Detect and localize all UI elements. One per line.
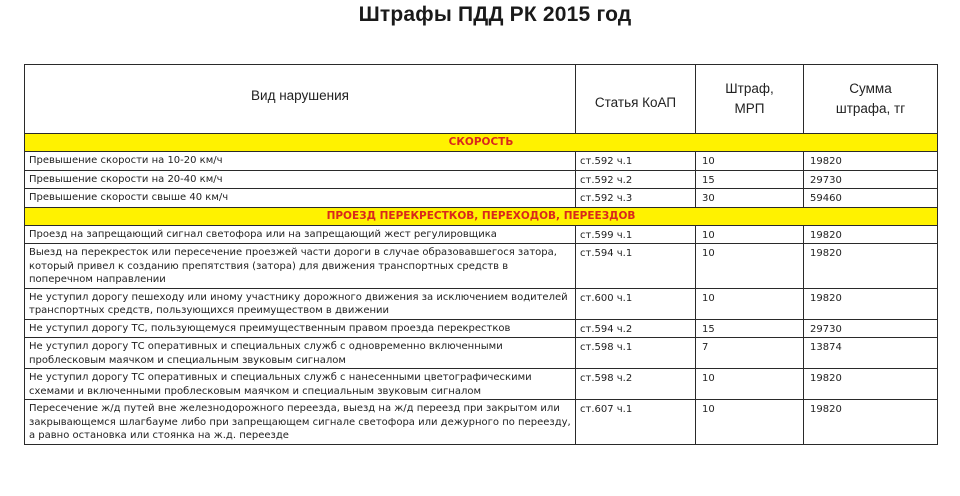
mrp-cell: 10 [696,288,804,319]
sum-cell: 59460 [804,189,938,208]
sum-cell: 19820 [804,152,938,171]
header-mrp-line1: Штраф, [725,81,774,96]
header-row [25,65,938,134]
article-cell: ст.607 ч.1 [576,400,696,445]
article-cell: ст.594 ч.1 [576,244,696,289]
mrp-cell: 10 [696,152,804,171]
mrp-cell: 10 [696,400,804,445]
section-title: СКОРОСТЬ [25,134,938,152]
table-row [25,338,938,369]
table-row [25,189,938,208]
sum-cell: 19820 [804,225,938,244]
table-row [25,369,938,400]
section-row-speed [25,134,938,152]
table-row [25,225,938,244]
header-sum-line1: Сумма [849,81,892,96]
violation-cell: Не уступил дорогу ТС, пользующемуся преимущественным правом проезда перекрестков [25,319,576,338]
table-header [25,65,938,134]
table-row [25,288,938,319]
fines-table [24,64,938,445]
mrp-cell: 10 [696,244,804,289]
header-sum [804,65,938,134]
header-article [576,65,696,134]
mrp-cell: 10 [696,369,804,400]
page-title: Штрафы ПДД РК 2015 год [358,3,632,26]
sum-cell: 13874 [804,338,938,369]
article-cell: ст.592 ч.2 [576,170,696,189]
sum-cell: 29730 [804,170,938,189]
table-row [25,244,938,289]
mrp-cell: 30 [696,189,804,208]
header-mrp [696,65,804,134]
header-mrp-line2: МРП [734,101,765,116]
violation-cell: Не уступил дорогу ТС оперативных и специальных служб с нанесенными цветографическими схемами и включенными проблесковым маячком и специальным звуковым сигналом [25,369,576,400]
violation-cell: Пересечение ж/д путей вне железнодорожного переезда, выезд на ж/д переезд при закрытом или закрывающемся шлагбауме либо при запрещающем сигнале светофора или дежурного по переезду, а равно остановка или стоянка на ж.д. переезде [25,400,576,445]
sum-cell: 19820 [804,400,938,445]
table-body [25,134,938,445]
mrp-cell: 15 [696,319,804,338]
sum-cell: 29730 [804,319,938,338]
mrp-cell: 7 [696,338,804,369]
violation-cell: Превышение скорости на 10-20 км/ч [25,152,576,171]
table-row [25,400,938,445]
article-cell: ст.600 ч.1 [576,288,696,319]
table-row [25,170,938,189]
section-title: ПРОЕЗД ПЕРЕКРЕСТКОВ, ПЕРЕХОДОВ, ПЕРЕЕЗДОВ [25,207,938,225]
sum-cell: 19820 [804,244,938,289]
sum-cell: 19820 [804,288,938,319]
header-sum-line2: штрафа, тг [835,101,906,116]
article-cell: ст.599 ч.1 [576,225,696,244]
article-cell: ст.592 ч.3 [576,189,696,208]
section-row-intersections [25,207,938,225]
sum-cell: 19820 [804,369,938,400]
violation-cell: Превышение скорости свыше 40 км/ч [25,189,576,208]
violation-cell: Не уступил дорогу ТС оперативных и специальных служб с одновременно включенными проблесковым маячком и специальным звуковым сигналом [25,338,576,369]
header-violation-label: Вид нарушения [251,88,349,103]
violation-cell: Превышение скорости на 20-40 км/ч [25,170,576,189]
mrp-cell: 10 [696,225,804,244]
mrp-cell: 15 [696,170,804,189]
article-cell: ст.598 ч.1 [576,338,696,369]
violation-cell: Не уступил дорогу пешеходу или иному участнику дорожного движения за исключением водителей транспортных средств, пользующихся преимуществом в движении [25,288,576,319]
article-cell: ст.594 ч.2 [576,319,696,338]
table-row [25,152,938,171]
article-cell: ст.598 ч.2 [576,369,696,400]
table-row [25,319,938,338]
violation-cell: Выезд на перекресток или пересечение проезжей части дороги в случае образовавшегося затора, который привел к созданию препятствия (затора) для движения транспортных средств в поперечном направлении [25,244,576,289]
header-violation [25,65,576,134]
violation-cell: Проезд на запрещающий сигнал светофора или на запрещающий жест регулировщика [25,225,576,244]
article-cell: ст.592 ч.1 [576,152,696,171]
header-article-label: Статья КоАП [594,95,677,110]
